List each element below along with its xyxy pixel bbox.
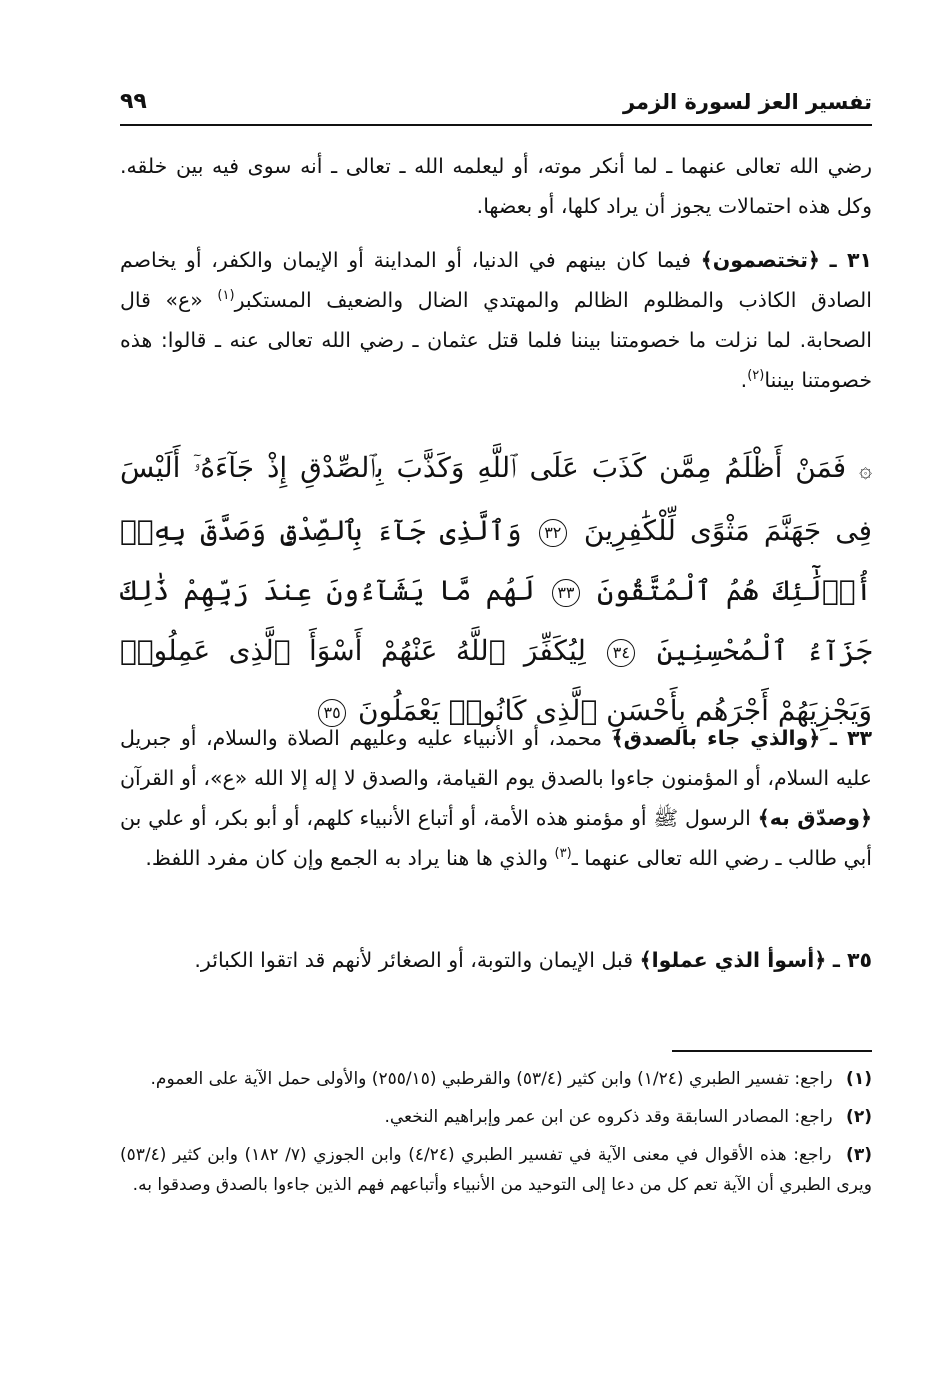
verse-heading-35: ﴿أسوأ الذي عملوا﴾ xyxy=(639,948,827,972)
quran-verse-32: فَمَنْ أَظْلَمُ مِمَّن كَذَبَ عَلَى ٱللَّهِ وَكَذَّبَ بِٱلصِّدْقِ إِذْ جَآءَهُۥٓ أَلَيْسَ فِى جَهَنَّمَ مَثْوًى لِّلْكَٰفِرِينَ xyxy=(120,451,872,547)
paragraph-verse-33 xyxy=(120,718,872,878)
verse-number-31: ٣١ ـ xyxy=(829,248,872,272)
footnote-text: راجع: تفسير الطبري (١/٢٤) وابن كثير (٥٣/٤) والقرطبي (٢٥٥/١٥) والأولى حمل الآية على العموم. xyxy=(150,1069,833,1089)
commentary-text: محمد، أو الأنبياء عليه وعليهم الصلاة والسلام، أو جبريل عليه السلام، أو المؤمنون جاءوا بالصدق يوم القيامة، والصدق لا إله إلا الله «ع»، أو القرآن xyxy=(120,726,872,790)
commentary-text: قبل الإيمان والتوبة، أو الصغائر لأنهم قد اتقوا الكبائر. xyxy=(194,948,634,972)
footnote-divider xyxy=(672,1050,872,1052)
commentary-text: «ع» قال الصحابة. لما نزلت ما خصومتنا بيننا فلما قتل عثمان ـ رضي الله تعالى عنه ـ قالوا: هذه خصومتنا بيننا xyxy=(120,288,872,392)
footnote-ref-3: (٣) xyxy=(554,846,572,862)
commentary-text: والذي ها هنا يراد به الجمع وإن كان مفرد اللفظ. xyxy=(145,846,549,870)
verse-end-marker-32: ٣٢ xyxy=(539,519,567,547)
footnote-number: (٣) xyxy=(846,1145,872,1165)
verse-heading-33: ﴿والذي جاء بالصدق﴾ xyxy=(611,726,821,750)
verse-number-35: ٣٥ ـ xyxy=(832,948,872,972)
period: . xyxy=(740,368,748,392)
footnote-text: راجع: هذه الأقوال في معنى الآية في تفسير الطبري (٤/٢٤) وابن الجوزي (٧/ ١٨٢) وابن كثير (٥٣/٤) ويرى الطبري أن الآية تعم كل من دعا إلى التوحيد من الأنبياء وأتباعهم فهم الذين جاءوا بالصدق وصدقوا به. xyxy=(120,1145,872,1195)
footnote-item xyxy=(120,1102,872,1132)
quran-verse-34: لَهُم مَّا يَشَآءُونَ عِندَ رَبِّهِمْ ذَٰلِكَ جَزَآءُ ٱلْمُحْسِنِينَ xyxy=(120,574,872,667)
footnote-number: (٢) xyxy=(846,1107,872,1127)
footnote-ref-1: (١) xyxy=(217,288,235,304)
quran-verse-33: وَٱلَّذِى جَآءَ بِٱلصِّدْقِ وَصَدَّقَ بِهِۦٓ أُو۟لَٰٓئِكَ هُمُ ٱلْمُتَّقُونَ xyxy=(120,514,872,607)
verse-heading-31: ﴿تختصمون﴾ xyxy=(700,248,820,272)
footnote-item xyxy=(120,1140,872,1200)
page-number: ٩٩ xyxy=(120,89,147,114)
paragraph-continuation: رضي الله تعالى عنهما ـ لما أنكر موته، أو ليعلمه الله ـ تعالى ـ أنه سوى فيه بين خلقه. وكل هذه احتمالات يجوز أن يراد كلها، أو بعضها. xyxy=(120,154,872,218)
running-title: تفسير العز لسورة الزمر xyxy=(622,90,872,114)
quran-passage xyxy=(120,438,872,741)
footnote-ref-2: (٢) xyxy=(747,368,765,384)
quran-verse-35: لِيُكَفِّرَ ٱللَّهُ عَنْهُمْ أَسْوَأَ ٱلَّذِى عَمِلُوا۟ وَيَجْزِيَهُمْ أَجْرَهُم بِأَحْسَنِ ٱلَّذِى كَانُوا۟ يَعْمَلُونَ xyxy=(120,634,872,727)
verse-end-marker-34: ٣٤ xyxy=(607,639,635,667)
footnote-text: راجع: المصادر السابقة وقد ذكروه عن ابن عمر وإبراهيم النخعي. xyxy=(384,1107,833,1127)
footnotes xyxy=(120,1064,872,1208)
hizb-star-icon: ۞ xyxy=(859,458,872,483)
verse-end-marker-33: ٣٣ xyxy=(552,579,580,607)
footnote-item xyxy=(120,1064,872,1094)
verse-heading-33b: ﴿وصدّق به﴾ xyxy=(757,806,872,830)
footnote-number: (١) xyxy=(846,1069,872,1089)
page-header xyxy=(120,84,872,126)
verse-end-marker-35: ٣٥ xyxy=(318,699,346,727)
paragraph-verse-35 xyxy=(120,940,872,980)
commentary-text: الرسول ﷺ أو مؤمنو هذه الأمة، أو أتباع الأنبياء كلهم، أو أبو بكر، أو علي بن أبي طالب ـ رضي الله تعالى عنهما ـ xyxy=(120,806,872,870)
paragraph-verse-31 xyxy=(120,240,872,400)
commentary-text: فيما كان بينهم في الدنيا، أو المداينة أو الإيمان والكفر، أو يخاصم الصادق الكاذب والمظلوم الظالم والمهتدي الضال والضعيف المستكبر xyxy=(120,248,872,312)
verse-number-33: ٣٣ ـ xyxy=(829,726,872,750)
